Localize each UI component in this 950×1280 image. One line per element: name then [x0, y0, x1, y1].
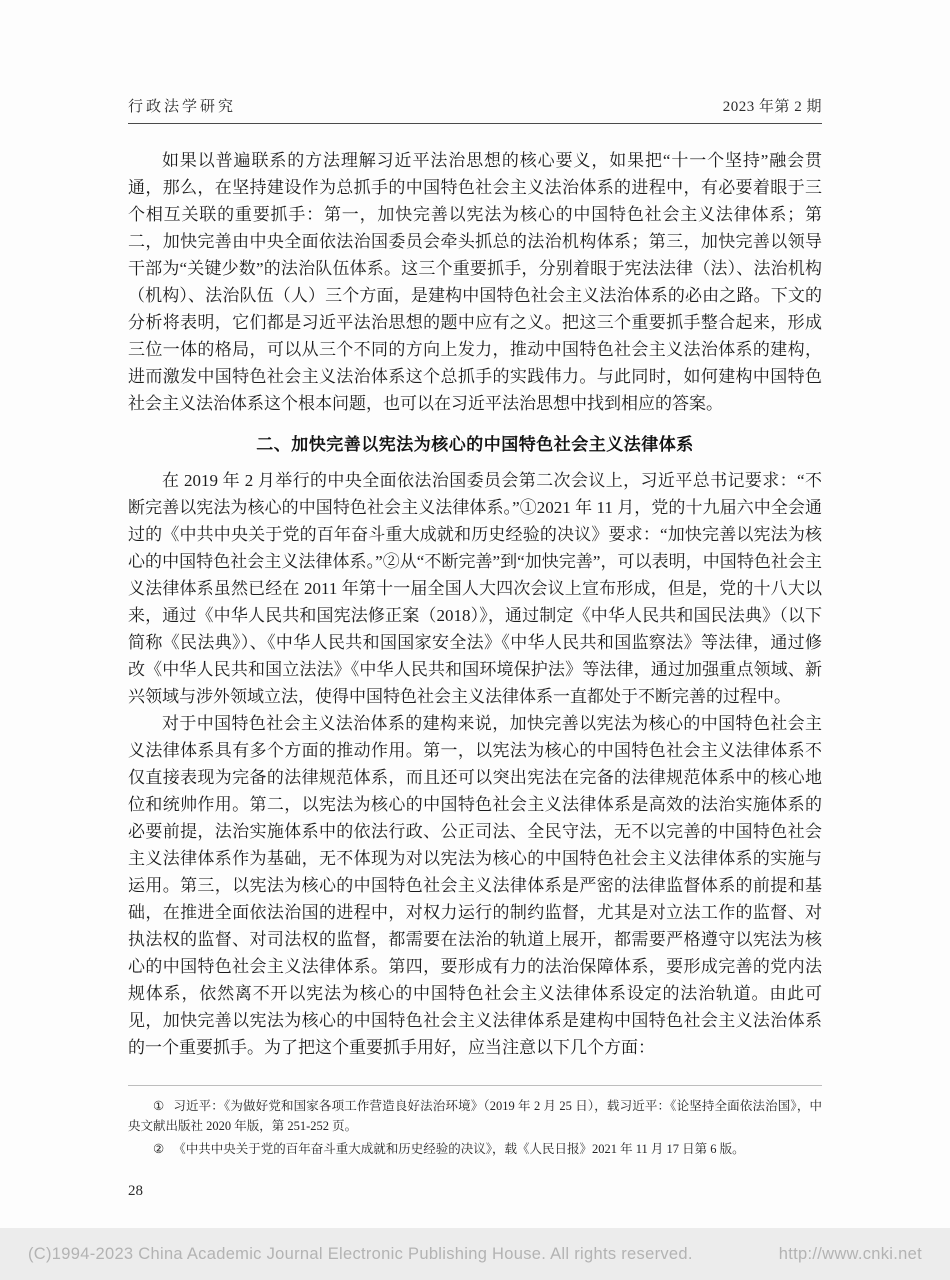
footnote-marker: ② — [153, 1142, 165, 1156]
paragraph-section-1: 在 2019 年 2 月举行的中央全面依法治国委员会第二次会议上，习近平总书记要求：“不断完善以宪法为核心的中国特色社会主义法律体系。”①2021 年 11 月，党的十九届六中全会通过的《中共中央关于党的百年奋斗重大成就和历史经验的决议》要求：“加快完善以宪法为核心的中国特色社会主义法律体系。”②从“不断完善”到“加快完善”，可以表明，中国特色社会主义法律体系虽然已经在 2011 年第十一届全国人大四次会议上宣布形成，但是，党的十八大以来，通过《中华人民共和国宪法修正案（2018）》，通过制定《中华人民共和国民法典》（以下简称《民法典》）、《中华人民共和国国家安全法》《中华人民共和国监察法》等法律，通过修改《中华人民共和国立法法》《中华人民共和国环境保护法》等法律，通过加强重点领域、新兴领域与涉外领域立法，使得中国特色社会主义法律体系一直都处于不断完善的过程中。 — [128, 471, 822, 706]
footnote-text: 《中共中央关于党的百年奋斗重大成就和历史经验的决议》，载《人民日报》2021 年 11 月 17 日第 6 版。 — [173, 1142, 745, 1156]
page-number: 28 — [128, 1183, 143, 1199]
page-content — [128, 0, 822, 1200]
paragraph-intro: 如果以普遍联系的方法理解习近平法治思想的核心要义，如果把“十一个坚持”融会贯通，那么，在坚持建设作为总抓手的中国特色社会主义法治体系的进程中，有必要着眼于三个相互关联的重要抓手：第一，加快完善以宪法为核心的中国特色社会主义法律体系；第二，加快完善由中央全面依法治国委员会牵头抓总的法治机构体系；第三，加快完善以领导干部为“关键少数”的法治队伍体系。这三个重要抓手，分别着眼于宪法法律（法）、法治机构（机构）、法治队伍（人）三个方面，是建构中国特色社会主义法治体系的必由之路。下文的分析将表明，它们都是习近平法治思想的题中应有之义。把这三个重要抓手整合起来，形成三位一体的格局，可以从三个不同的方向上发力，推动中国特色社会主义法治体系的建构，进而激发中国特色社会主义法治体系这个总抓手的实践伟力。与此同时，如何建构中国特色社会主义法治体系这个根本问题，也可以在习近平法治思想中找到相应的答案。 — [128, 151, 822, 413]
footnote — [128, 1096, 822, 1136]
journal-title: 行政法学研究 — [128, 99, 237, 115]
watermark-footer — [0, 1228, 950, 1280]
page-header — [128, 95, 822, 116]
cnki-url: http://www.cnki.net — [778, 1244, 922, 1263]
footnotes-block — [128, 1085, 822, 1159]
footnote-marker: ① — [153, 1099, 165, 1113]
issue-info: 2023 年第 2 期 — [722, 99, 822, 115]
footnote-text: 习近平：《为做好党和国家各项工作营造良好法治环境》（2019 年 2 月 25 日），载习近平：《论坚持全面依法治国》，中央文献出版社 2020 年版，第 251-252 页。 — [128, 1099, 822, 1133]
paragraph-section-2: 对于中国特色社会主义法治体系的建构来说，加快完善以宪法为核心的中国特色社会主义法律体系具有多个方面的推动作用。第一，以宪法为核心的中国特色社会主义法律体系不仅直接表现为完备的法律规范体系，而且还可以突出宪法在完备的法律规范体系中的核心地位和统帅作用。第二，以宪法为核心的中国特色社会主义法律体系是高效的法治实施体系的必要前提，法治实施体系中的依法行政、公正司法、全民守法，无不以完善的中国特色社会主义法律体系作为基础，无不体现为对以宪法为核心的中国特色社会主义法律体系的实施与运用。第三，以宪法为核心的中国特色社会主义法律体系是严密的法律监督体系的前提和基础，在推进全面依法治国的进程中，对权力运行的制约监督，尤其是对立法工作的监督、对执法权的监督、对司法权的监督，都需要在法治的轨道上展开，都需要严格遵守以宪法为核心的中国特色社会主义法律体系。第四，要形成有力的法治保障体系，要形成完善的党内法规体系，依然离不开以宪法为核心的中国特色社会主义法律体系设定的法治轨道。由此可见，加快完善以宪法为核心的中国特色社会主义法律体系是建构中国特色社会主义法治体系的一个重要抓手。为了把这个重要抓手用好，应当注意以下几个方面： — [128, 714, 822, 1057]
header-rule — [128, 123, 822, 124]
article-body — [128, 147, 822, 1061]
copyright-text: (C)1994-2023 China Academic Journal Electronic Publishing House. All rights reserved. — [28, 1244, 693, 1263]
footnote — [128, 1139, 822, 1159]
section-heading: 二、加快完善以宪法为核心的中国特色社会主义法律体系 — [256, 435, 694, 454]
